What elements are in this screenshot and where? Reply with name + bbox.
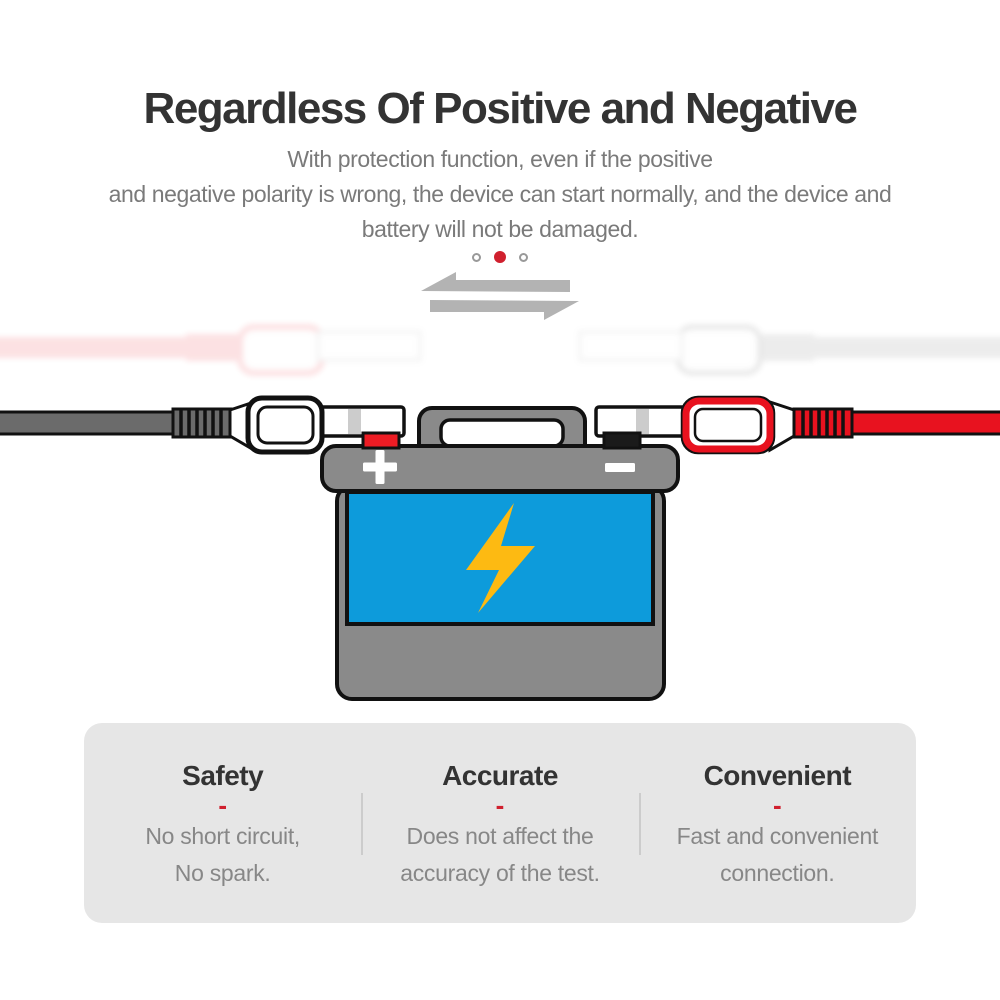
battery (322, 408, 678, 699)
carousel-dot-active (494, 251, 506, 263)
feature-divider (361, 793, 363, 855)
battery-connection-illustration (0, 315, 1000, 705)
left-terminal-block-positive (363, 433, 399, 448)
arrow-left-icon (421, 272, 570, 292)
ghost-swapped-cables (0, 327, 1000, 373)
feature-text-line: accuracy of the test. (400, 860, 600, 886)
carousel-dot-inactive (472, 253, 481, 262)
accent-dash: - (772, 790, 782, 820)
feature-title: Convenient (703, 760, 852, 791)
left-cable (0, 412, 176, 434)
page-title: Regardless Of Positive and Negative (143, 84, 857, 133)
feature-text-line: No spark. (174, 860, 271, 886)
subtitle-line-1: With protection function, even if the positive (287, 146, 713, 172)
page-subtitle (0, 142, 1000, 247)
feature-accurate (361, 723, 638, 923)
feature-safety (84, 723, 361, 923)
accent-dash: - (218, 790, 227, 820)
right-lug-band (636, 409, 649, 434)
subtitle-line-3: battery will not be damaged. (361, 216, 639, 242)
minus-icon (605, 463, 635, 472)
feature-text-line: Fast and convenient (676, 823, 879, 849)
left-connector-cover (248, 398, 322, 452)
feature-convenient (639, 723, 916, 923)
left-lug-band (348, 409, 361, 434)
feature-text-line: connection. (720, 860, 835, 886)
subtitle-line-2: and negative polarity is wrong, the device can start normally, and the device and (108, 181, 892, 207)
carousel-dots (0, 251, 1000, 263)
feature-title: Accurate (442, 760, 558, 791)
right-cable (848, 412, 1000, 434)
accent-dash: - (495, 790, 505, 820)
feature-divider (639, 793, 641, 855)
feature-text-line: Does not affect the (406, 823, 594, 849)
carousel-dot-inactive (519, 253, 528, 262)
right-cable-strain-relief (794, 409, 852, 437)
left-cable-assembly (0, 398, 404, 452)
feature-text-line: No short circuit, (145, 823, 300, 849)
features-panel (84, 723, 916, 923)
right-connector-cover (682, 397, 774, 453)
feature-title: Safety (182, 760, 264, 791)
left-cable-strain-relief (173, 409, 231, 437)
right-terminal-block-negative (604, 433, 640, 448)
